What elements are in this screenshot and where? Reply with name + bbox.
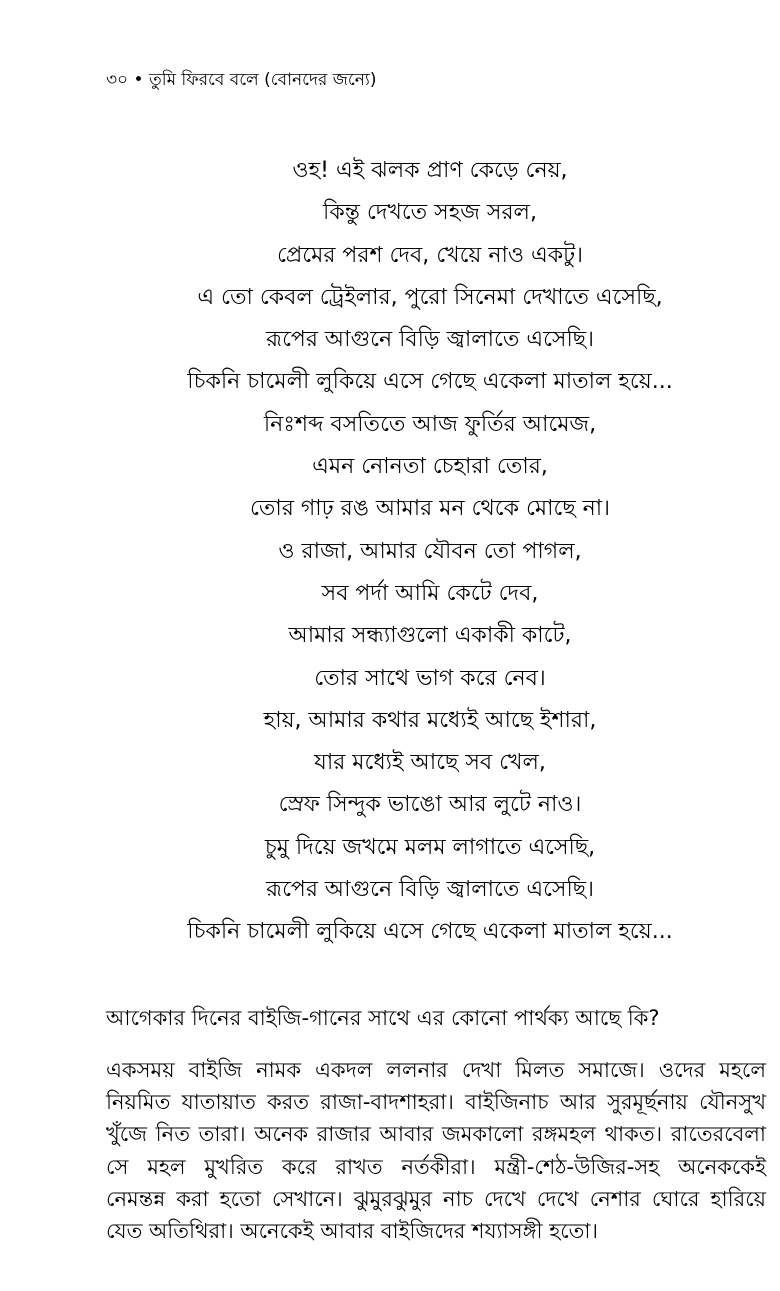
lyric-line: আমার সন্ধ্যাগুলো একাকী কাটে, bbox=[288, 623, 572, 649]
answer-paragraph bbox=[106, 1054, 766, 1247]
lyric-line: চিকনি চামেলী লুকিয়ে এসে গেছে একেলা মাতাল হয়ে... bbox=[187, 369, 673, 395]
lyric-line: যার মধ্যেই আছে সব খেল, bbox=[314, 750, 546, 776]
lyric-line: তোর সাথে ভাগ করে নেব। bbox=[314, 665, 546, 691]
lyric-line: এ তো কেবল ট্রেইলার, পুরো সিনেমা দেখাতে এসেছি, bbox=[197, 284, 663, 310]
lyric-line: হায়, আমার কথার মধ্যেই আছে ইশারা, bbox=[263, 707, 597, 733]
lyric-line: কিন্তু দেখতে সহজ সরল, bbox=[323, 200, 537, 226]
lyric-line: ও রাজা, আমার যৌবন তো পাগল, bbox=[278, 538, 582, 564]
running-header bbox=[106, 68, 376, 92]
lyric-line: এমন নোনতা চেহারা তোর, bbox=[312, 454, 548, 480]
paragraph-line: যেত অতিথিরা। অনেকেই আবার বাইজিদের শয্যাসঙ্গী হতো। bbox=[106, 1218, 599, 1243]
lyric-line: স্রেফ সিন্দুক ভাঙো আর লুটে নাও। bbox=[278, 792, 582, 818]
question-text: আগেকার দিনের বাইজি-গানের সাথে এর কোনো পার্থক্য আছে কি? bbox=[106, 1006, 660, 1030]
header-separator: • bbox=[133, 70, 144, 90]
lyric-line: নিঃশব্দ বসতিতে আজ ফুর্তির আমেজ, bbox=[263, 411, 597, 437]
book-title: তুমি ফিরবে বলে (বোনদের জন্যে) bbox=[148, 70, 377, 90]
paragraph-line: নেমন্তন্ন করা হতো সেখানে। ঝুমুরঝুমুর নাচ দেখে দেখে নেশার ঘোরে হারিয়ে bbox=[106, 1186, 766, 1211]
lyric-line: চিকনি চামেলী লুকিয়ে এসে গেছে একেলা মাতাল হয়ে... bbox=[187, 919, 673, 945]
song-lyrics bbox=[120, 150, 740, 954]
paragraph-line: নিয়মিত যাতায়াত করত রাজা-বাদশাহরা। বাইজিনাচ আর সুরমূর্ছনায় যৌনসুখ bbox=[106, 1090, 766, 1115]
paragraph-line: খুঁজে নিত তারা। অনেক রাজার আবার জমকালো রঙ্গমহল থাকত। রাতেরবেলা bbox=[106, 1122, 766, 1147]
lyric-line: ওহ! এই ঝলক প্রাণ কেড়ে নেয়, bbox=[292, 158, 568, 183]
paragraph-line: একসময় বাইজি নামক একদল ললনার দেখা মিলত সমাজে। ওদের মহলে bbox=[106, 1058, 766, 1082]
lyric-line: রূপের আগুনে বিড়ি জ্বালাতে এসেছি। bbox=[266, 327, 594, 353]
lyric-line: সব পর্দা আমি কেটে দেব, bbox=[321, 580, 539, 606]
lyric-line: প্রেমের পরশ দেব, খেয়ে নাও একটু। bbox=[276, 242, 584, 268]
paragraph-line: সে মহল মুখরিত করে রাখত নর্তকীরা। মন্ত্রী-শেঠ-উজির-সহ অনেককেই bbox=[106, 1154, 766, 1179]
lyric-line: তোর গাঢ় রঙ আমার মন থেকে মোছে না। bbox=[249, 496, 611, 522]
lyric-line: চুমু দিয়ে জখমে মলম লাগাতে এসেছি, bbox=[264, 834, 596, 860]
page-number: ৩০ bbox=[106, 70, 129, 90]
lyric-line: রূপের আগুনে বিড়ি জ্বালাতে এসেছি। bbox=[266, 877, 594, 903]
